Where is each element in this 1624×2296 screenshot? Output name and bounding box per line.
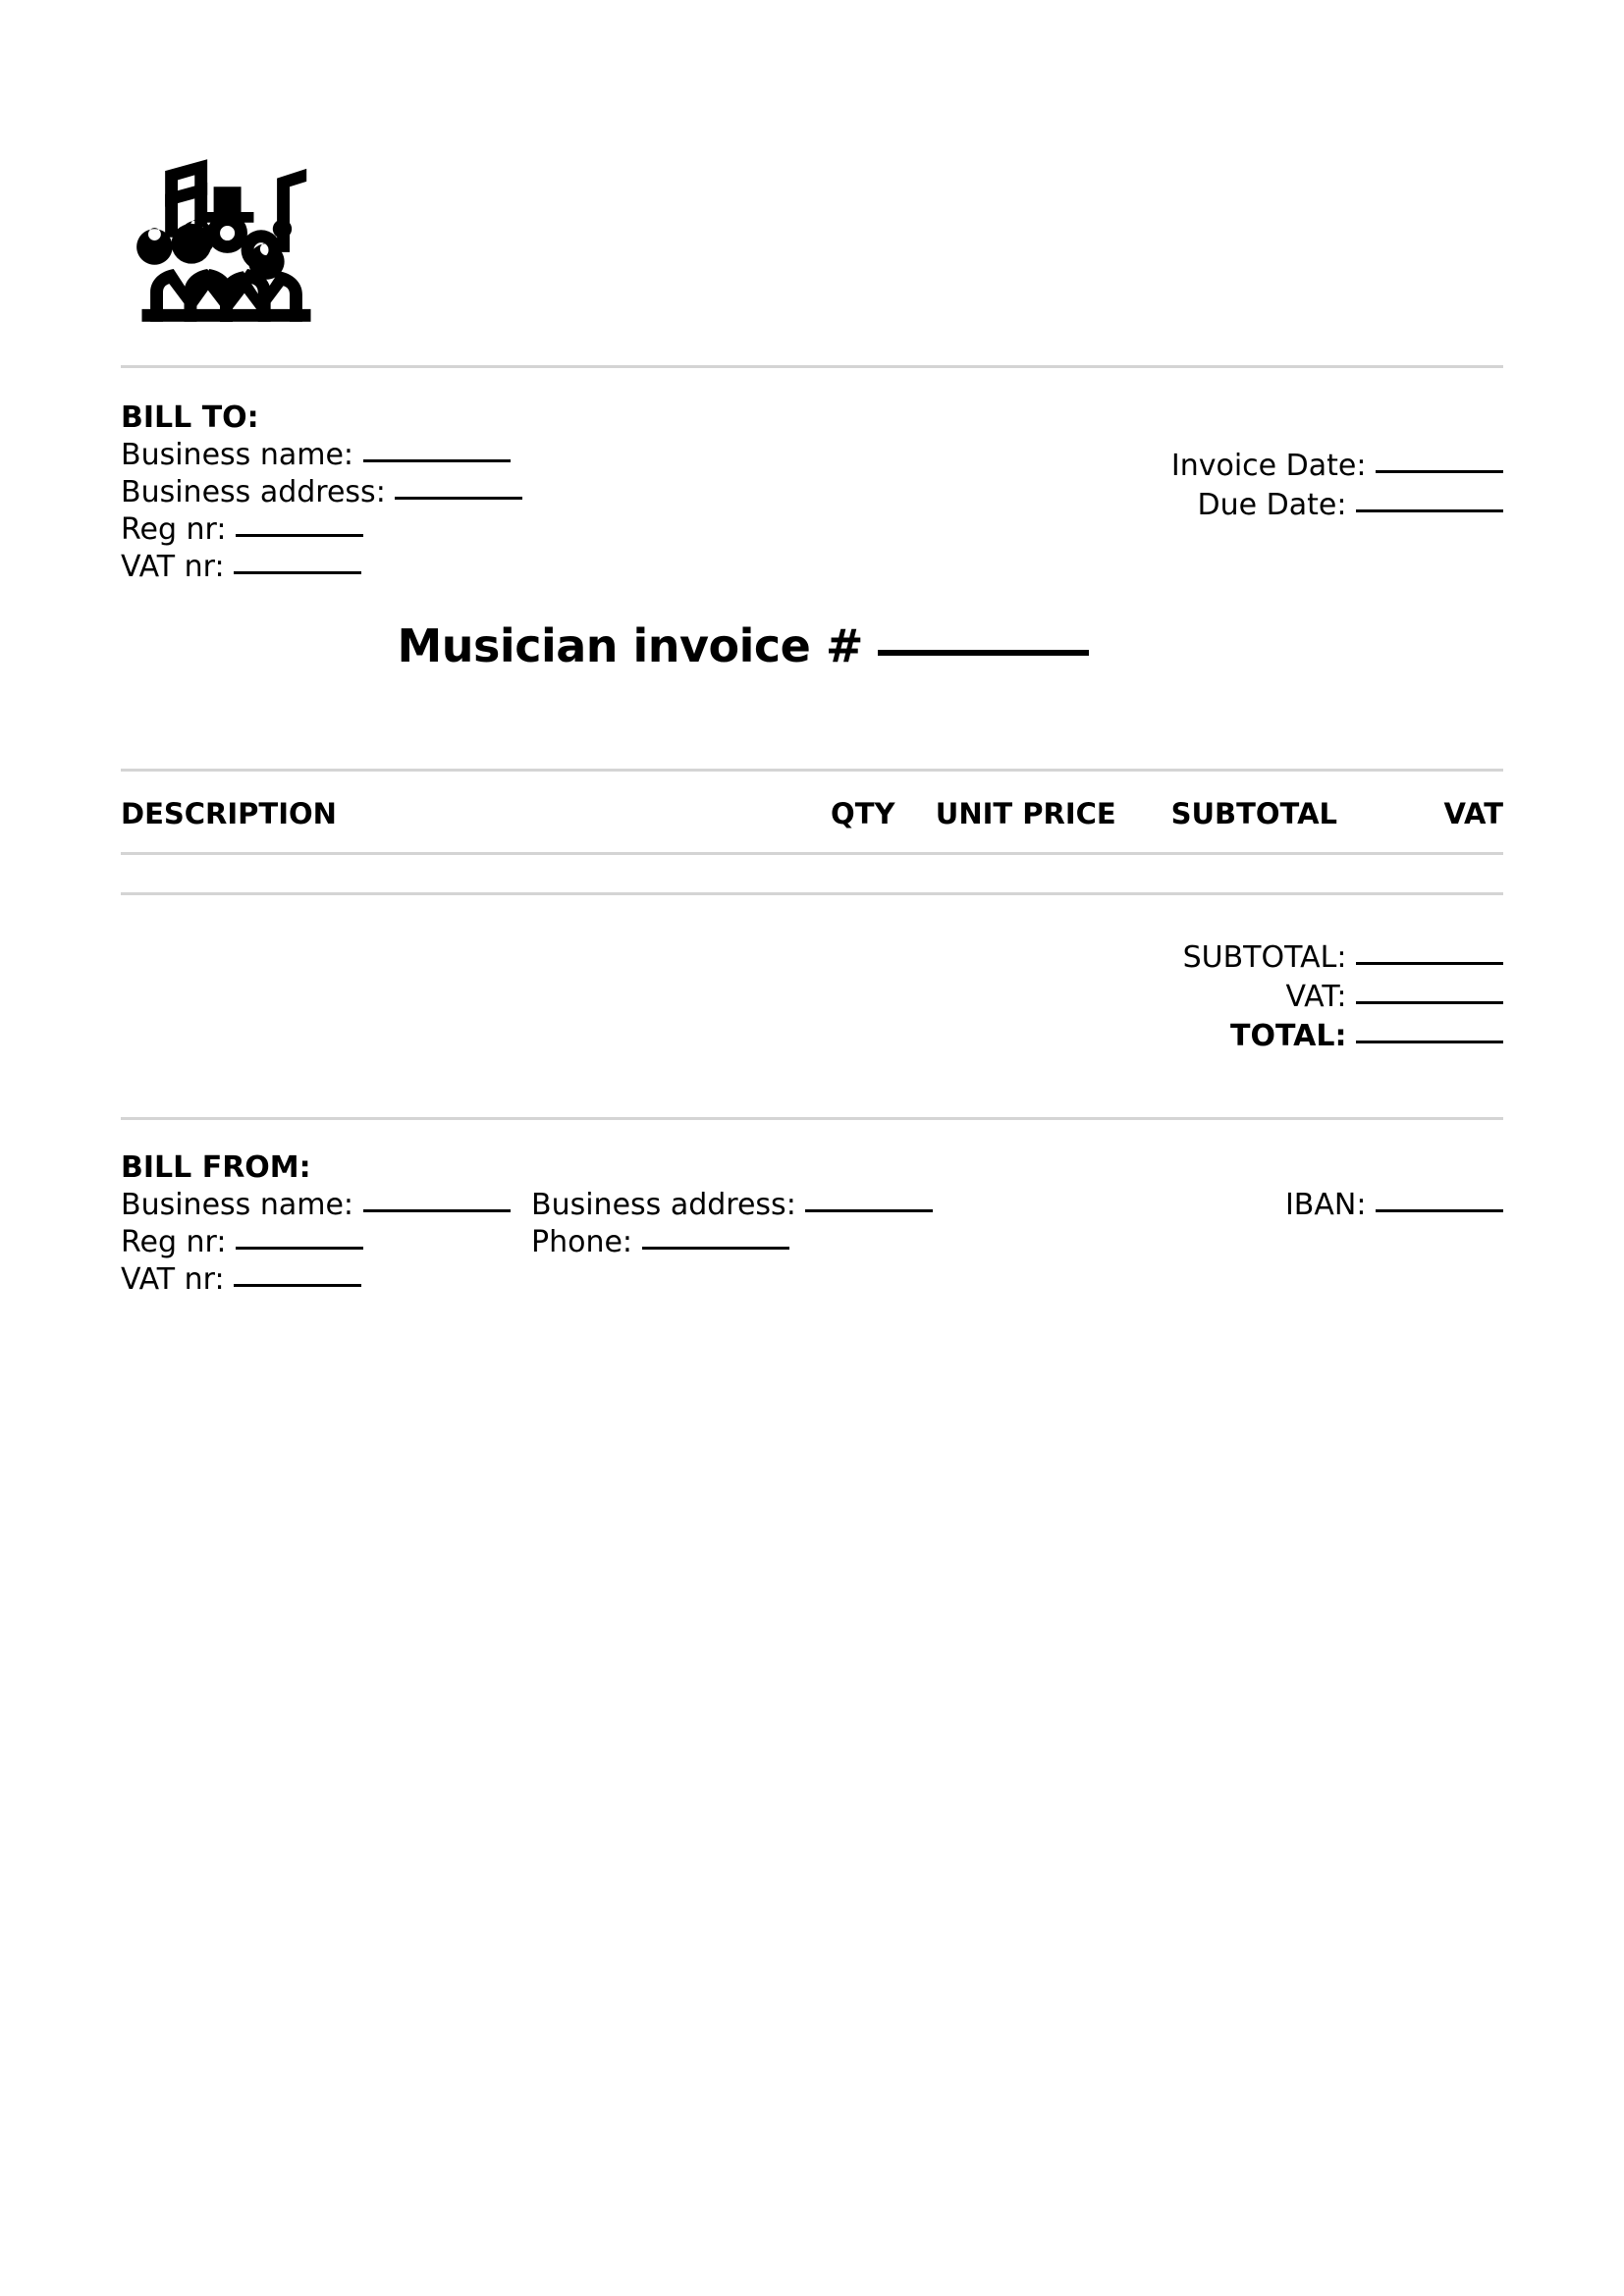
bill-from-business-address-row bbox=[531, 1187, 933, 1224]
bill-to-vat-nr-input[interactable] bbox=[234, 571, 361, 574]
items-table-wrap bbox=[121, 672, 1503, 895]
totals-subtotal-row bbox=[121, 938, 1503, 978]
bill-from-phone-input[interactable] bbox=[642, 1247, 789, 1250]
items-table bbox=[121, 772, 1503, 895]
bill-from-reg-nr-input[interactable] bbox=[236, 1247, 363, 1250]
totals-total-row bbox=[121, 1017, 1503, 1056]
bill-to-vat-nr-label: VAT nr: bbox=[121, 550, 225, 584]
bill-to-business-address-row bbox=[121, 474, 522, 511]
invoice-date-label: Invoice Date: bbox=[1170, 449, 1367, 483]
bill-from-reg-nr-row bbox=[121, 1224, 531, 1261]
bill-from-column-b bbox=[531, 1187, 933, 1261]
bill-from-vat-nr-input[interactable] bbox=[234, 1284, 361, 1287]
bill-from-vat-nr-label: VAT nr: bbox=[121, 1262, 225, 1297]
due-date-label: Due Date: bbox=[1197, 488, 1347, 522]
bill-to-block bbox=[121, 400, 522, 586]
page-title bbox=[398, 619, 1090, 672]
cell-subtotal[interactable] bbox=[1116, 854, 1337, 894]
cell-description[interactable] bbox=[121, 854, 730, 894]
bill-from-iban-input[interactable] bbox=[1376, 1209, 1503, 1212]
bill-from-business-name-input[interactable] bbox=[363, 1209, 511, 1212]
bill-from-reg-nr-label: Reg nr: bbox=[121, 1225, 227, 1259]
bill-from-iban-label: IBAN: bbox=[1284, 1188, 1367, 1222]
column-header-subtotal: SUBTOTAL bbox=[1116, 772, 1337, 854]
musician-band-music-notes-icon bbox=[121, 128, 332, 339]
invoice-content bbox=[121, 0, 1503, 1299]
totals-subtotal-input[interactable] bbox=[1356, 962, 1503, 965]
invoice-date-input[interactable] bbox=[1376, 470, 1503, 473]
cell-unit-price[interactable] bbox=[894, 854, 1115, 894]
bill-to-vat-nr-row bbox=[121, 549, 522, 586]
bill-to-heading: BILL TO: bbox=[121, 400, 259, 435]
logo-block bbox=[121, 0, 1503, 245]
bill-to-business-name-label: Business name: bbox=[121, 438, 354, 472]
bill-from-grid bbox=[121, 1187, 1503, 1299]
bill-from-business-name-label: Business name: bbox=[121, 1188, 354, 1222]
bill-from-column-a bbox=[121, 1187, 531, 1299]
totals-total-input[interactable] bbox=[1356, 1041, 1503, 1043]
bill-from-column-c bbox=[933, 1187, 1503, 1224]
title-row bbox=[121, 586, 1503, 672]
totals-vat-input[interactable] bbox=[1356, 1001, 1503, 1004]
totals-block bbox=[121, 895, 1503, 1056]
bill-from-business-name-row bbox=[121, 1187, 531, 1224]
column-header-unit-price: UNIT PRICE bbox=[894, 772, 1115, 854]
due-date-input[interactable] bbox=[1356, 509, 1503, 512]
page-title-text: Musician invoice # bbox=[397, 619, 863, 672]
bill-from-phone-label: Phone: bbox=[531, 1225, 633, 1259]
bill-to-reg-nr-label: Reg nr: bbox=[121, 512, 227, 547]
bill-from-phone-row bbox=[531, 1224, 933, 1261]
bill-to-reg-nr-input[interactable] bbox=[236, 534, 363, 537]
cell-vat[interactable] bbox=[1337, 854, 1503, 894]
bill-to-reg-nr-row bbox=[121, 511, 522, 549]
dates-block bbox=[1171, 400, 1503, 525]
column-header-vat: VAT bbox=[1337, 772, 1503, 854]
bill-to-business-name-row bbox=[121, 437, 522, 474]
bill-to-business-name-input[interactable] bbox=[363, 459, 511, 462]
bill-to-business-address-input[interactable] bbox=[395, 497, 522, 500]
cell-qty[interactable] bbox=[730, 854, 895, 894]
invoice-number-input[interactable] bbox=[878, 650, 1089, 656]
parties-section bbox=[121, 368, 1503, 586]
bill-from-heading: BILL FROM: bbox=[121, 1150, 311, 1185]
column-header-qty: QTY bbox=[730, 772, 895, 854]
bill-to-business-address-label: Business address: bbox=[121, 475, 386, 509]
totals-total-label: TOTAL: bbox=[1230, 1019, 1347, 1053]
bill-from-vat-nr-row bbox=[121, 1261, 531, 1299]
bill-from-business-address-input[interactable] bbox=[805, 1209, 933, 1212]
bill-from-iban-row bbox=[933, 1187, 1503, 1224]
table-row[interactable] bbox=[121, 854, 1503, 894]
items-table-body bbox=[121, 854, 1503, 894]
items-table-header-row bbox=[121, 772, 1503, 854]
totals-vat-label: VAT: bbox=[1285, 980, 1347, 1014]
bill-from-block bbox=[121, 1120, 1503, 1299]
invoice-date-row bbox=[1171, 447, 1503, 486]
column-header-description: DESCRIPTION bbox=[121, 772, 730, 854]
totals-vat-row bbox=[121, 978, 1503, 1017]
bill-from-business-address-label: Business address: bbox=[531, 1188, 796, 1222]
totals-subtotal-label: SUBTOTAL: bbox=[1182, 940, 1347, 975]
due-date-row bbox=[1171, 486, 1503, 525]
